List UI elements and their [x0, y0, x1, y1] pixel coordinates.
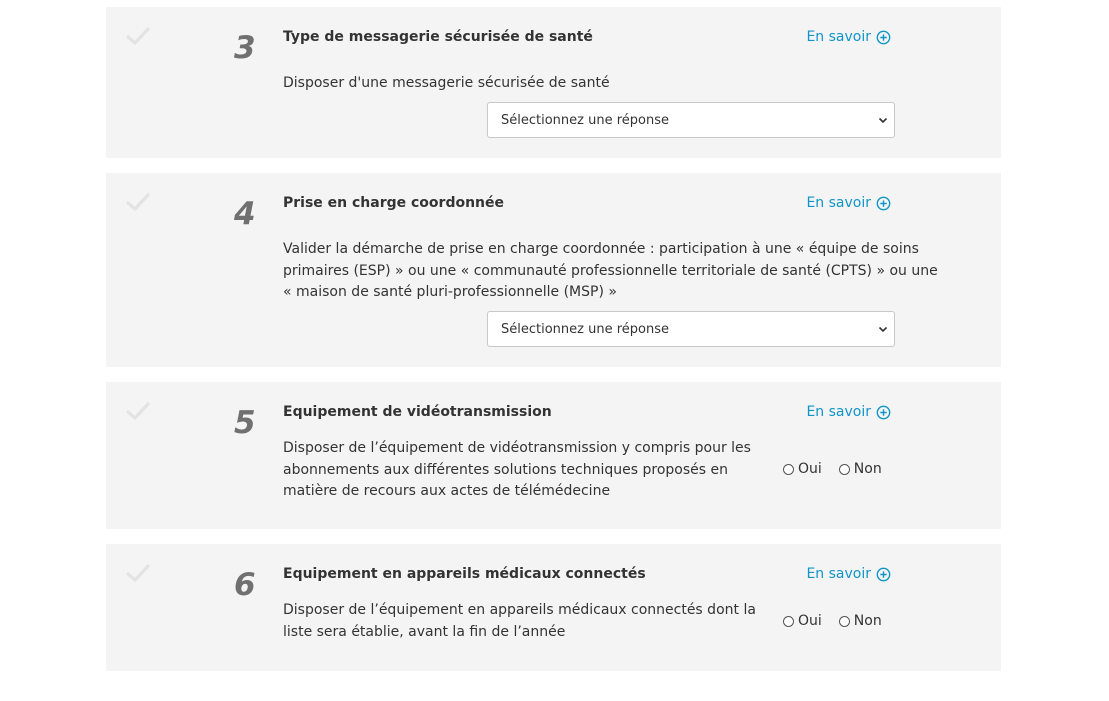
criterion-description: [283, 600, 756, 643]
more-info-link[interactable]: [806, 566, 891, 582]
select-value: Sélectionnez une réponse: [501, 112, 669, 128]
description-line: Valider la démarche de prise en charge coordonnée : participation à une « équipe de soins: [283, 241, 919, 257]
answer-select[interactable]: [487, 102, 895, 138]
more-info-link[interactable]: [806, 404, 891, 420]
plus-circle-icon: [876, 567, 891, 582]
select-value: Sélectionnez une réponse: [501, 321, 669, 337]
answer-select[interactable]: [487, 311, 895, 347]
criterion-number: 5: [234, 405, 256, 441]
criterion-number: 6: [234, 567, 256, 603]
criterion-card-3: [106, 7, 1001, 158]
criterion-card-6: [106, 544, 1001, 671]
more-info-link[interactable]: [806, 195, 891, 211]
more-info-link[interactable]: [806, 29, 891, 45]
checkmark-icon: [126, 191, 150, 215]
radio-label-no: Non: [853, 461, 882, 477]
checkmark-icon: [126, 400, 150, 424]
checkmark-icon: [126, 25, 150, 49]
yes-no-radio-group: [783, 613, 882, 629]
plus-circle-icon: [876, 30, 891, 45]
more-info-label: En savoir: [806, 404, 871, 420]
criterion-card-5: [106, 382, 1001, 529]
criterion-number: 3: [234, 30, 256, 66]
description-line: « maison de santé pluri-professionnelle (MSP) »: [283, 284, 617, 300]
radio-circle-icon[interactable]: [783, 464, 794, 475]
criterion-number: 4: [234, 196, 256, 232]
plus-circle-icon: [876, 196, 891, 211]
criterion-card-4: [106, 173, 1001, 367]
criterion-title: Equipement en appareils médicaux connectés: [283, 566, 646, 582]
radio-label-yes: Oui: [798, 613, 822, 629]
description-line: abonnements aux différentes solutions techniques proposés en: [283, 461, 728, 478]
criterion-title: Equipement de vidéotransmission: [283, 404, 552, 420]
radio-circle-icon[interactable]: [839, 464, 850, 475]
criterion-description: Disposer d'une messagerie sécurisée de santé: [283, 75, 610, 91]
description-line: matière de recours aux actes de télémédecine: [283, 483, 611, 499]
more-info-label: En savoir: [806, 195, 871, 211]
checkmark-icon: [126, 562, 150, 586]
chevron-down-icon: [878, 326, 888, 333]
criterion-title: Type de messagerie sécurisée de santé: [283, 29, 593, 45]
radio-label-no: Non: [853, 613, 882, 629]
radio-option-yes[interactable]: [783, 613, 822, 629]
criterion-description: [283, 239, 938, 304]
description-line: Disposer de l’équipement de vidéotransmission y compris pour les: [283, 440, 751, 456]
plus-circle-icon: [876, 405, 891, 420]
more-info-label: En savoir: [806, 29, 871, 45]
criterion-title: Prise en charge coordonnée: [283, 195, 505, 211]
chevron-down-icon: [878, 117, 888, 124]
description-line: primaires (ESP) » ou une « communauté professionnelle territoriale de santé (CPTS) » ou une: [283, 262, 938, 279]
radio-option-no[interactable]: [839, 613, 882, 629]
radio-circle-icon[interactable]: [839, 616, 850, 627]
radio-circle-icon[interactable]: [783, 616, 794, 627]
radio-label-yes: Oui: [798, 461, 822, 477]
radio-option-yes[interactable]: [783, 461, 822, 477]
more-info-label: En savoir: [806, 566, 871, 582]
radio-option-no[interactable]: [839, 461, 882, 477]
criterion-description: [283, 438, 751, 503]
yes-no-radio-group: [783, 461, 882, 477]
description-line: liste sera établie, avant la fin de l’année: [283, 623, 566, 640]
description-line: Disposer de l’équipement en appareils médicaux connectés dont la: [283, 602, 756, 618]
